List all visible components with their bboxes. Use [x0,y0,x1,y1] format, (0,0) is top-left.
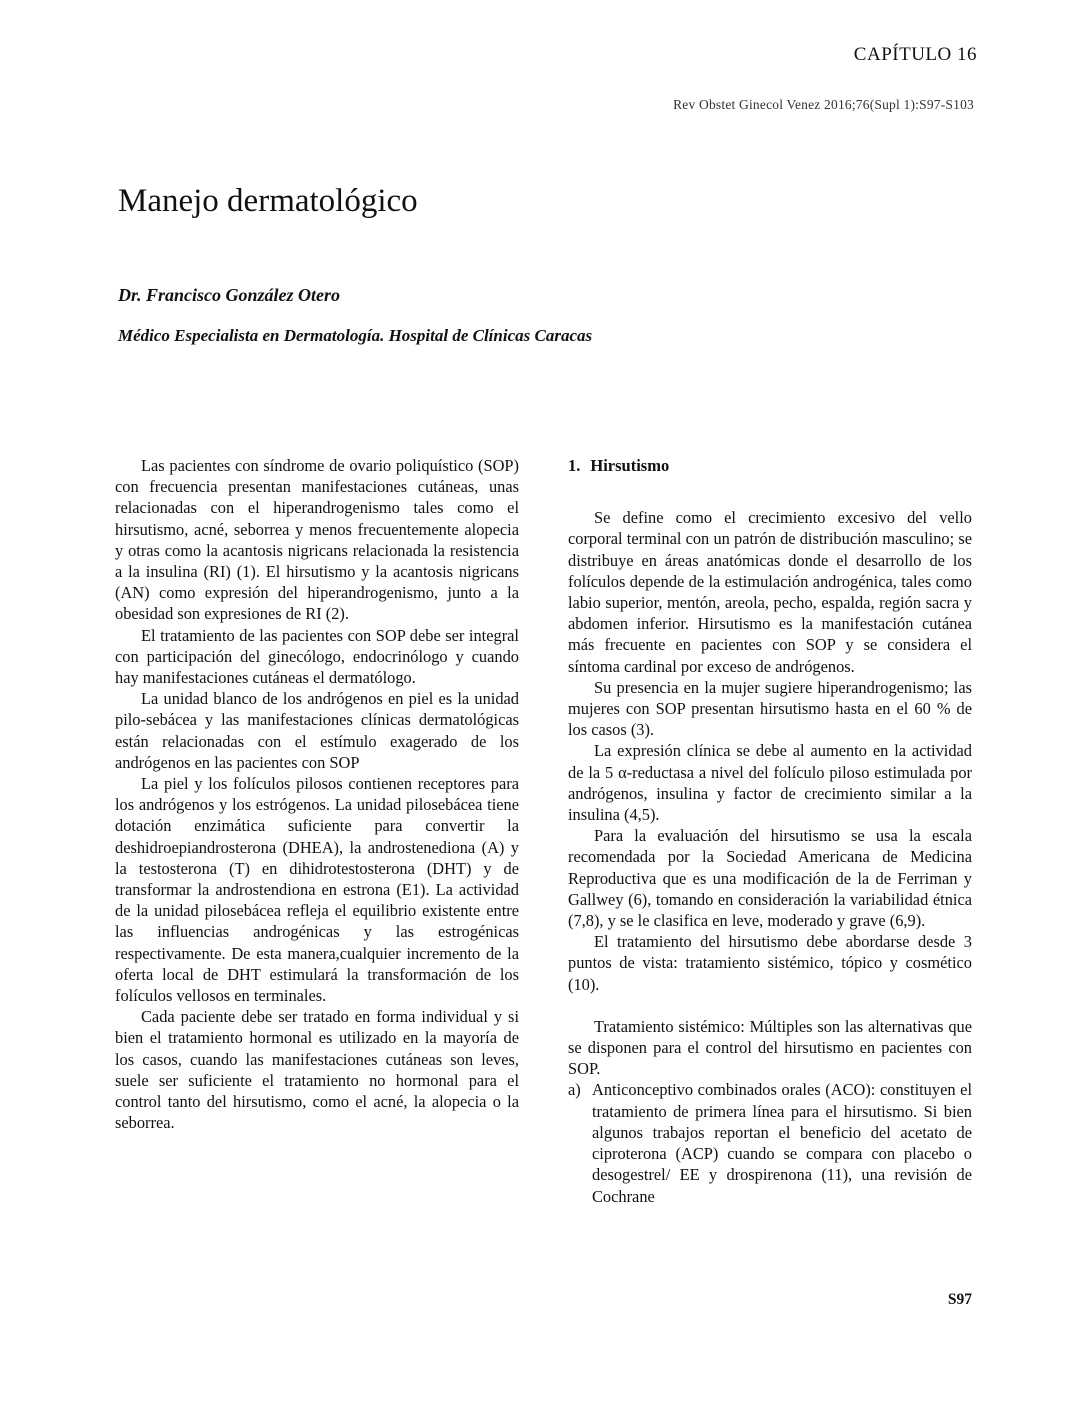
body-paragraph: Cada paciente debe ser tratado en forma individual y si bien el tratamiento hormonal es utilizado en la mayoría de los casos, cuando las manifestaciones cutáneas son leves, suele ser suficiente el tratamiento no hormonal para el control tanto del hirsutismo, como el acné, la alopecia o la seborrea. [115,1007,519,1133]
body-paragraph: La unidad blanco de los andrógenos en piel es la unidad pilo-sebácea y las manifestaciones clínicas dermatológicas están relacionadas con el estímulo exagerado de los andrógenos en las pacientes con SOP [115,689,519,772]
body-paragraph: Las pacientes con síndrome de ovario poliquístico (SOP) con frecuencia presentan manifestaciones cutáneas, unas relacionadas con el hiperandrogenismo tales como el hirsutismo, acné, seborrea y menos frecuentemente alopecia y otras como la acantosis nigricans relacionada la resistencia a la insulina (RI) (1). El hirsutismo y la acantosis nigricans (AN) como expresión del hiperandrogenismo, junto a la obesidad son expresiones de RI (2). [115,456,519,624]
journal-citation: Rev Obstet Ginecol Venez 2016;76(Supl 1):S97-S103 [673,97,974,112]
page-number: S97 [947,1291,972,1308]
systemic-treatment-paragraph: Tratamiento sistémico: Múltiples son las alternativas que se disponen para el control del hirsutismo en pacientes con SOP. [568,1016,972,1079]
body-paragraph: Se define como el crecimiento excesivo del vello corporal terminal con un patrón de distribución masculino; se distribuye en áreas anatómicas donde el desarrollo de los folículos depende de la estimulación androgénica, tales como labio superior, mentón, areola, pecho, espalda, región sacra y abdomen inferior. Hirsutismo es la manifestación cutánea más frecuente en pacientes con SOP y se considera el síntoma cardinal por exceso de andrógenos. [568,508,972,676]
body-paragraph: Su presencia en la mujer sugiere hiperandrogenismo; las mujeres con SOP presentan hirsutismo hasta en el 60 % de los casos (3). [568,677,972,740]
section-heading [568,455,972,476]
paragraph-spacer [568,995,972,1016]
body-paragraph: Para la evaluación del hirsutismo se usa la escala recomendada por la Sociedad Americana de Medicina Reproductiva que es una modificación de la de Ferriman y Gallwey (6), tomando en consideración la variabilidad étnica (7,8), y se le clasifica en leve, moderado y grave (6,9). [568,826,972,931]
body-paragraph: La piel y los folículos pilosos contienen receptores para los andrógenos y los estrógenos. La unidad pilosebácea tiene dotación enzimática suficiente para convertir la deshidroepiandrosterona (DHEA), la androstenediona (A) y la testosterona (T) en dihidrotestosterona (DHT) y de transformar la androstendiona en estrona (E1). La actividad de la unidad pilosebácea refleja el equilibrio existente entre las influencias androgénicas y las estrogénicas respectivamente. De esta manera,cualquier incremento de la oferta local de DHT estimulará la transformación de los folículos vellosos en terminales. [115,774,519,1006]
body-paragraph: El tratamiento de las pacientes con SOP debe ser integral con participación del ginecólogo, endocrinólogo y cuando hay manifestaciones cutáneas el dermatólogo. [115,625,519,688]
author-affiliation: Médico Especialista en Dermatología. Hospital de Clínicas Caracas [118,326,593,345]
author-name: Dr. Francisco González Otero [118,285,341,305]
list-item-text: Anticonceptivo combinados orales (ACO): constituyen el tratamiento de primera línea para el hirsutismo. Si bien algunos trabajos reportan el beneficio del acetato de ciproterona (ACP) cuando se compara con placebo o desogestrel/ EE y drospirenona (11), una revisión de Cochrane [592,1080,972,1206]
list-item [568,1079,972,1206]
list-marker: a) [568,1080,581,1100]
section-number: 1. [568,456,581,475]
article-title: Manejo dermatológico [118,183,418,219]
left-column [115,455,519,1134]
chapter-label: CAPÍTULO 16 [853,44,977,65]
body-paragraph: El tratamiento del hirsutismo debe abordarse desde 3 puntos de vista: tratamiento sistémico, tópico y cosmético (10). [568,932,972,994]
body-paragraph: La expresión clínica se debe al aumento en la actividad de la 5 α-reductasa a nivel del folículo piloso estimulada por andrógenos, insulina y factor de crecimiento similar a la insulina (4,5). [568,741,972,825]
section-title: Hirsutismo [590,456,670,475]
right-column [568,455,972,1207]
